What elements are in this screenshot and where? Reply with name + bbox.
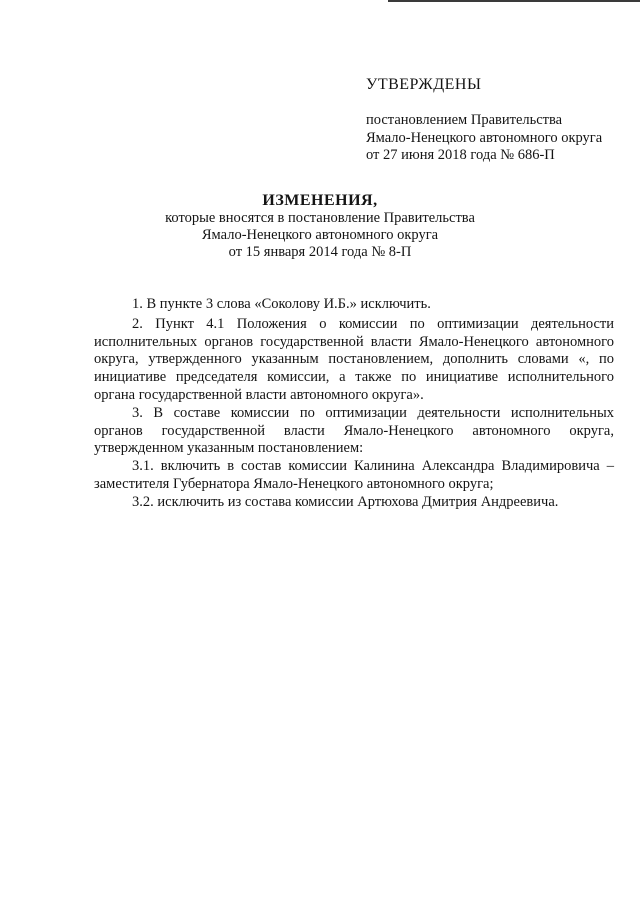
paragraph-item-3: 3. В составе комиссии по оптимизации деятельности исполнительных органов государственной власти Ямало-Ненецкого автономного округа, утвержденном указанным постановлением: [94, 404, 614, 457]
approval-block [366, 76, 626, 165]
heading-subtitle-line: от 15 января 2014 года № 8-П [228, 244, 412, 260]
scan-edge-line [388, 0, 640, 2]
heading-subtitle-line: Ямало-Ненецкого автономного округа [201, 227, 439, 243]
approval-line: постановлением Правительства [366, 112, 563, 128]
heading-subtitle-line: которые вносятся в постановление Правительства [165, 210, 475, 226]
approval-title: УТВЕРЖДЕНЫ [366, 76, 482, 93]
document-body [94, 296, 614, 512]
paragraph-item-3-1: 3.1. включить в состав комиссии Калинина Александра Владимировича – заместителя Губернатора Ямало-Ненецкого автономного округа; [94, 458, 614, 492]
paragraph-item-2: 2. Пункт 4.1 Положения о комиссии по оптимизации деятельности исполнительных органов государственной власти Ямало-Ненецкого автономного округа, утвержденного указанным постановлением, дополнить словами «, по инициативе председателя комиссии, а также по инициативе исполнительного органа государственной власти автономного округа». [94, 315, 614, 403]
approval-line: от 27 июня 2018 года № 686-П [366, 147, 555, 163]
document-heading [120, 192, 520, 261]
heading-title: ИЗМЕНЕНИЯ, [262, 192, 378, 209]
paragraph-item-3-2: 3.2. исключить из состава комиссии Артюхова Дмитрия Андреевича. [132, 493, 559, 510]
paragraph-item-1: 1. В пункте 3 слова «Соколову И.Б.» исключить. [132, 296, 431, 312]
approval-line: Ямало-Ненецкого автономного округа [366, 129, 603, 146]
